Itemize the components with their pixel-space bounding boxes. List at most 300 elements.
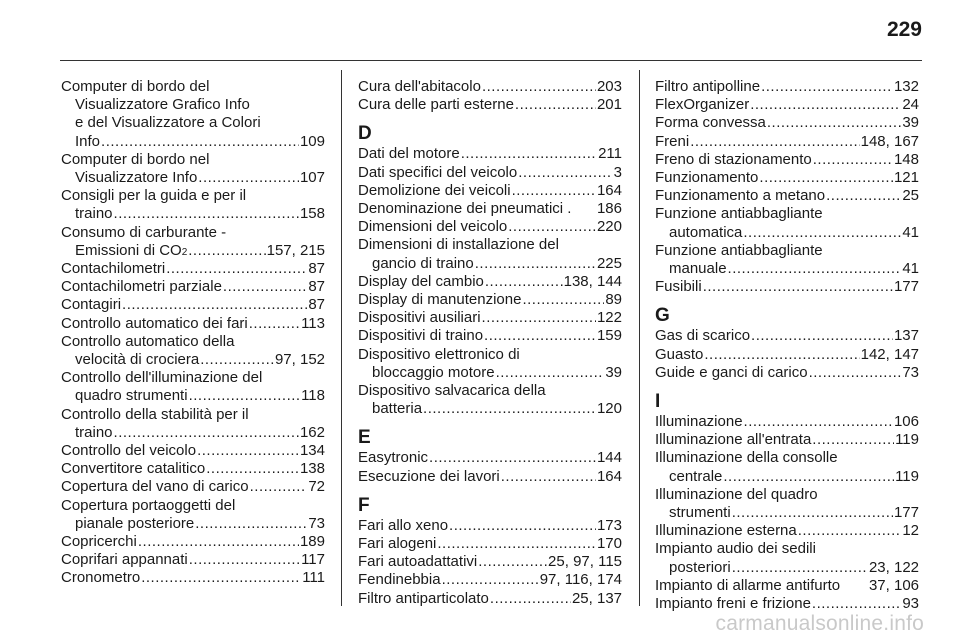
dot-leader	[475, 255, 596, 273]
entry-text: Fari alogeni	[358, 535, 437, 553]
index-entry[interactable]	[61, 569, 325, 587]
index-entry-line	[655, 540, 919, 558]
page-reference[interactable]: 72	[308, 478, 325, 496]
dot-leader	[496, 364, 605, 382]
index-entry-line	[358, 327, 622, 345]
dot-leader	[189, 551, 300, 569]
entry-text: Fari autoadattativi	[358, 553, 478, 571]
index-entry[interactable]	[61, 296, 325, 314]
entry-text: Funzionamento a metano	[655, 187, 826, 205]
index-entry-line	[61, 114, 325, 132]
index-letter-heading: E	[358, 427, 371, 449]
index-entry-line	[358, 449, 622, 467]
page-reference[interactable]: 106	[893, 413, 919, 431]
index-entry-line	[358, 273, 622, 291]
page-reference[interactable]: 24	[902, 96, 919, 114]
index-entry-line	[358, 78, 622, 96]
page-reference[interactable]: 117	[301, 551, 325, 569]
page-reference[interactable]: 3	[613, 163, 622, 181]
entry-text: Guasto	[655, 345, 704, 363]
page-reference[interactable]: 39	[605, 363, 622, 381]
dot-leader	[195, 515, 307, 533]
dot-leader	[101, 133, 299, 151]
index-entry-line	[61, 533, 325, 551]
index-entry[interactable]	[655, 577, 919, 595]
entry-text: Illuminazione all'entrata	[655, 431, 812, 449]
page-reference[interactable]: 37, 106	[868, 576, 919, 594]
index-entry[interactable]	[61, 187, 325, 223]
index-entry[interactable]	[655, 486, 919, 522]
page-reference[interactable]: 120	[596, 400, 622, 418]
index-entry[interactable]	[61, 533, 325, 551]
dot-leader	[761, 78, 893, 96]
page-reference[interactable]: 87	[308, 296, 325, 314]
page-reference[interactable]: 39	[902, 114, 919, 132]
index-entry[interactable]	[655, 187, 919, 205]
page-reference[interactable]: 162	[299, 423, 325, 441]
index-entry[interactable]	[61, 78, 325, 151]
page-reference[interactable]: 12	[902, 522, 919, 540]
index-entry[interactable]	[358, 468, 622, 486]
entry-text: velocità di crociera	[75, 351, 200, 369]
page-reference[interactable]: 189	[299, 533, 325, 551]
index-entry-line	[655, 449, 919, 467]
dot-leader	[767, 114, 901, 132]
page-reference[interactable]: 170	[596, 535, 622, 553]
index-entry[interactable]	[655, 431, 919, 449]
index-entry-line	[655, 187, 919, 205]
entry-text: Illuminazione della consolle	[655, 449, 838, 467]
page-reference[interactable]: 211	[598, 145, 622, 163]
page-reference[interactable]: 201	[596, 96, 622, 114]
entry-text: quadro strumenti	[75, 387, 188, 405]
entry-text: Fusibili	[655, 278, 702, 296]
page-reference[interactable]: 113	[301, 314, 325, 332]
index-entry-line	[358, 145, 622, 163]
index-entry[interactable]	[655, 151, 919, 169]
dot-leader	[198, 169, 299, 187]
index-entry[interactable]	[61, 151, 325, 187]
page-reference[interactable]: 73	[308, 514, 325, 532]
dot-leader	[732, 504, 893, 522]
dot-leader	[812, 431, 894, 449]
entry-text: Impianto di allarme antifurto	[655, 576, 841, 594]
index-entry[interactable]	[358, 346, 622, 382]
dot-leader	[188, 242, 265, 260]
entry-text: posteriori	[669, 558, 731, 576]
entry-text: Demolizione dei veicoli	[358, 181, 511, 199]
page-reference[interactable]: 118	[301, 387, 325, 405]
page-reference[interactable]: 87	[308, 260, 325, 278]
index-entry[interactable]	[358, 309, 622, 327]
dot-leader	[189, 387, 301, 405]
index-entry[interactable]	[358, 273, 622, 291]
index-entry-line	[358, 236, 622, 254]
entry-text: Cura delle parti esterne	[358, 96, 514, 114]
entry-text: traino	[75, 423, 113, 441]
dot-leader	[461, 145, 597, 163]
entry-text: manuale	[669, 260, 727, 278]
index-entry-line	[655, 114, 919, 132]
index-entry-line	[61, 224, 325, 242]
index-entry[interactable]	[358, 78, 622, 96]
index-entry-line	[358, 517, 622, 535]
entry-text: Filtro antipolline	[655, 78, 761, 95]
index-entry[interactable]	[61, 551, 325, 569]
index-column-1	[61, 78, 325, 588]
page-reference[interactable]: 41	[902, 223, 919, 241]
index-entry[interactable]	[61, 478, 325, 496]
index-entry[interactable]	[358, 571, 622, 589]
entry-text: bloccaggio motore	[372, 363, 495, 381]
entry-text: automatica	[669, 223, 743, 241]
index-entry-line	[61, 169, 325, 187]
index-entry-line	[655, 96, 919, 114]
index-entry[interactable]	[61, 369, 325, 405]
dot-leader	[114, 205, 299, 223]
page-reference[interactable]: 177	[893, 278, 919, 296]
index-entry[interactable]	[655, 522, 919, 540]
entry-text: Filtro antiparticolato	[358, 589, 489, 607]
dot-leader	[728, 260, 902, 278]
index-entry-line	[61, 515, 325, 533]
dot-leader	[200, 351, 274, 369]
entry-text: Copricerchi	[61, 533, 137, 551]
index-entry[interactable]	[358, 590, 622, 608]
index-entry-line	[358, 590, 622, 608]
page-number: 229	[886, 18, 922, 41]
index-column-3	[655, 78, 919, 613]
entry-text: Forma convessa	[655, 114, 766, 132]
index-entry[interactable]	[358, 182, 622, 200]
index-entry-line	[61, 315, 325, 333]
page-reference[interactable]: 225	[596, 254, 622, 272]
index-entry[interactable]	[61, 315, 325, 333]
index-entry-line	[655, 78, 919, 96]
index-entry[interactable]	[61, 278, 325, 296]
index-entry-line	[358, 535, 622, 553]
entry-text: Contachilometri	[61, 260, 166, 278]
entry-text: Display del cambio	[358, 272, 484, 290]
dot-leader	[515, 96, 596, 114]
dot-leader	[501, 468, 596, 486]
index-entry-line	[655, 151, 919, 169]
entry-text: Controllo automatico dei fari	[61, 314, 248, 332]
index-entry-line	[61, 351, 325, 369]
index-entry-line	[358, 400, 622, 418]
index-entry[interactable]	[655, 169, 919, 187]
index-entry-line	[655, 364, 919, 382]
index-entry-line	[61, 333, 325, 351]
index-entry-line	[358, 382, 622, 400]
entry-text: Illuminazione	[655, 413, 743, 431]
index-entry-line	[61, 442, 325, 460]
page-reference[interactable]: 107	[299, 169, 325, 187]
index-entry[interactable]	[61, 497, 325, 533]
entry-text: Dispositivo elettronico di	[358, 345, 520, 363]
index-entry[interactable]	[358, 200, 622, 218]
entry-text: Computer di bordo del	[61, 78, 210, 95]
page-reference[interactable]: 121	[893, 169, 919, 187]
dot-leader	[442, 571, 539, 589]
page-reference[interactable]: 25, 137	[571, 589, 622, 607]
page-reference[interactable]: 164	[596, 181, 622, 199]
page-reference[interactable]: 157, 215	[266, 241, 325, 259]
index-column-2	[358, 78, 622, 608]
entry-text: Impianto audio dei sedili	[655, 540, 816, 558]
index-entry[interactable]	[61, 406, 325, 442]
page-reference[interactable]: 93	[902, 595, 919, 613]
index-entry-line	[61, 133, 325, 151]
dot-leader	[723, 468, 894, 486]
entry-text: Consumo di carburante -	[61, 223, 227, 241]
index-entry[interactable]	[655, 413, 919, 431]
index-entry-line	[61, 497, 325, 515]
dot-leader	[732, 559, 868, 577]
index-entry[interactable]	[358, 218, 622, 236]
index-entry[interactable]	[655, 327, 919, 345]
dot-leader	[743, 224, 901, 242]
entry-text: Visualizzatore Info	[75, 169, 198, 187]
index-entry[interactable]	[655, 346, 919, 364]
entry-text: Dati del motore	[358, 145, 460, 163]
index-entry[interactable]	[358, 145, 622, 163]
index-entry[interactable]	[61, 442, 325, 460]
index-entry[interactable]	[358, 236, 622, 272]
page-reference[interactable]: 97, 116, 174	[539, 571, 622, 589]
index-entry-line	[61, 460, 325, 478]
index-entry[interactable]	[358, 517, 622, 535]
dot-leader	[482, 78, 596, 96]
entry-text: Impianto freni e frizione	[655, 595, 811, 613]
index-entry-line	[61, 260, 325, 278]
page-reference[interactable]: 186	[596, 200, 622, 218]
index-entry[interactable]	[61, 260, 325, 278]
page-reference[interactable]: 138	[299, 460, 325, 478]
index-entry-line	[61, 278, 325, 296]
page-reference[interactable]: 220	[596, 218, 622, 236]
index-entry[interactable]	[358, 382, 622, 418]
index-entry-line	[61, 424, 325, 442]
index-entry[interactable]	[655, 540, 919, 576]
entry-text: FlexOrganizer	[655, 96, 750, 114]
page-reference[interactable]: 148, 167	[860, 132, 919, 150]
page-reference[interactable]: 158	[299, 205, 325, 223]
page-reference[interactable]: 41	[902, 260, 919, 278]
dot-leader	[512, 182, 596, 200]
entry-text: Copertura portaoggetti del	[61, 496, 236, 514]
index-entry-line	[655, 278, 919, 296]
index-entry-line	[358, 309, 622, 327]
index-entry-line	[358, 164, 622, 182]
dot-leader	[223, 278, 307, 296]
page-reference[interactable]: 119	[895, 467, 919, 485]
index-entry-line	[358, 200, 622, 218]
index-entry-line	[358, 291, 622, 309]
page-reference[interactable]: 164	[596, 467, 622, 485]
entry-text: Copertura del vano di carico	[61, 478, 249, 496]
entry-text: Denominazione dei pneumatici .	[358, 200, 572, 218]
index-entry[interactable]	[655, 114, 919, 132]
dot-leader	[484, 327, 596, 345]
dot-leader	[750, 96, 901, 114]
dot-leader	[508, 218, 596, 236]
column-divider	[341, 70, 342, 606]
page-reference[interactable]: 173	[596, 516, 622, 534]
dot-leader	[166, 260, 307, 278]
page-reference[interactable]: 87	[308, 278, 325, 296]
dot-leader	[744, 413, 893, 431]
index-entry[interactable]	[61, 224, 325, 260]
index-entry-line	[655, 327, 919, 345]
dot-leader	[482, 309, 596, 327]
index-entry[interactable]	[358, 96, 622, 114]
dot-leader	[518, 164, 612, 182]
index-entry-line	[61, 369, 325, 387]
entry-text: Illuminazione del quadro	[655, 485, 818, 503]
dot-leader	[423, 400, 596, 418]
entry-text: Esecuzione dei lavori	[358, 467, 500, 485]
page-reference[interactable]: 89	[605, 291, 622, 309]
entry-text: Dispositivi di traino	[358, 327, 484, 345]
index-entry[interactable]	[358, 535, 622, 553]
index-entry-line	[655, 413, 919, 431]
dot-leader	[522, 291, 604, 309]
index-entry[interactable]	[655, 133, 919, 151]
index-entry-line	[655, 242, 919, 260]
page-reference[interactable]: 138, 144	[563, 272, 622, 290]
index-entry-line	[61, 296, 325, 314]
entry-text: Cronometro	[61, 569, 141, 587]
dot-leader	[690, 133, 859, 151]
index-entry-line	[655, 486, 919, 504]
dot-leader	[826, 187, 901, 205]
dot-leader	[449, 517, 596, 535]
page-reference[interactable]: 142, 147	[860, 345, 919, 363]
entry-text: Fendinebbia	[358, 571, 441, 589]
dot-leader	[812, 595, 901, 613]
page-reference[interactable]: 73	[902, 363, 919, 381]
entry-text: Controllo automatico della	[61, 332, 235, 350]
entry-text: Gas di scarico	[655, 327, 751, 345]
entry-text: pianale posteriore	[75, 514, 195, 532]
page-reference[interactable]: 159	[596, 327, 622, 345]
index-entry[interactable]	[358, 291, 622, 309]
page-reference[interactable]: 177	[893, 504, 919, 522]
page-reference[interactable]: 25	[902, 187, 919, 205]
index-entry[interactable]	[61, 460, 325, 478]
page-reference[interactable]: 144	[596, 449, 622, 467]
entry-text: Contagiri	[61, 296, 122, 314]
index-entry[interactable]	[655, 364, 919, 382]
index-entry[interactable]	[655, 205, 919, 241]
index-letter-heading: G	[655, 305, 670, 327]
entry-text: traino	[75, 205, 113, 223]
header-rule	[60, 60, 922, 61]
index-entry-line	[358, 571, 622, 589]
index-entry-line	[358, 182, 622, 200]
index-entry-line	[655, 133, 919, 151]
page-reference[interactable]: 25, 97, 115	[548, 553, 622, 571]
index-entry[interactable]	[655, 242, 919, 278]
watermark: carmanualsonline.info	[715, 612, 924, 635]
dot-leader	[429, 449, 596, 467]
column-divider	[639, 70, 640, 606]
dot-leader	[114, 424, 299, 442]
index-entry-line	[61, 406, 325, 424]
index-entry[interactable]	[358, 164, 622, 182]
page-reference[interactable]: 137	[893, 327, 919, 345]
index-entry[interactable]	[655, 96, 919, 114]
entry-text: Freno di stazionamento	[655, 150, 812, 168]
index-entry[interactable]	[655, 278, 919, 296]
index-entry-line	[61, 387, 325, 405]
index-entry-line	[358, 346, 622, 364]
page-reference[interactable]: 203	[596, 78, 622, 95]
page-reference[interactable]: 97, 152	[274, 351, 325, 369]
index-entry-line	[655, 431, 919, 449]
index-entry-line	[655, 260, 919, 278]
dot-leader	[138, 533, 299, 551]
index-entry[interactable]	[655, 595, 919, 613]
entry-text: Controllo dell'illuminazione del	[61, 369, 263, 387]
index-entry-line	[655, 224, 919, 242]
index-entry-line	[61, 569, 325, 587]
entry-text: Dimensioni di installazione del	[358, 236, 559, 254]
entry-text: Dispositivi ausiliari	[358, 309, 481, 327]
page-reference[interactable]: 119	[895, 431, 919, 449]
entry-text: Dimensioni del veicolo	[358, 218, 508, 236]
entry-text: Emissioni di CO	[75, 241, 182, 259]
page-reference[interactable]: 148	[893, 150, 919, 168]
dot-leader	[197, 442, 299, 460]
index-entry[interactable]	[655, 78, 919, 96]
index-entry-line	[61, 151, 325, 169]
entry-text: Freni	[655, 132, 690, 150]
index-entry[interactable]	[358, 553, 622, 571]
index-entry[interactable]	[358, 449, 622, 467]
page-reference[interactable]: 23, 122	[868, 558, 919, 576]
entry-text: Visualizzatore Grafico Info	[75, 96, 250, 114]
dot-leader	[437, 535, 596, 553]
dot-leader	[250, 478, 308, 496]
index-entry[interactable]	[358, 327, 622, 345]
entry-text: Dispositivo salvacarica della	[358, 382, 546, 400]
index-entry-line	[655, 346, 919, 364]
index-entry-line	[61, 551, 325, 569]
index-entry-line: Emissioni di CO 2 ..... 157, 215	[61, 242, 325, 260]
index-entry-line	[655, 468, 919, 486]
page-reference[interactable]: 109	[299, 132, 325, 150]
dot-leader	[206, 460, 299, 478]
index-entry-line	[655, 577, 919, 595]
page-reference[interactable]: 134	[299, 442, 325, 460]
entry-text: Dati specifici del veicolo	[358, 163, 518, 181]
page-reference[interactable]: 122	[596, 309, 622, 327]
index-entry-line	[655, 522, 919, 540]
index-entry-line	[61, 187, 325, 205]
dot-leader	[809, 364, 902, 382]
entry-text: Easytronic	[358, 449, 429, 467]
dot-leader	[141, 569, 301, 587]
index-entry-line	[358, 96, 622, 114]
page-reference[interactable]: 132	[893, 78, 919, 95]
dot-leader	[122, 296, 307, 314]
index-entry[interactable]	[655, 449, 919, 485]
index-entry[interactable]	[61, 333, 325, 369]
entry-text: Funzione antiabbagliante	[655, 205, 823, 223]
page-reference[interactable]: 111	[302, 569, 325, 587]
